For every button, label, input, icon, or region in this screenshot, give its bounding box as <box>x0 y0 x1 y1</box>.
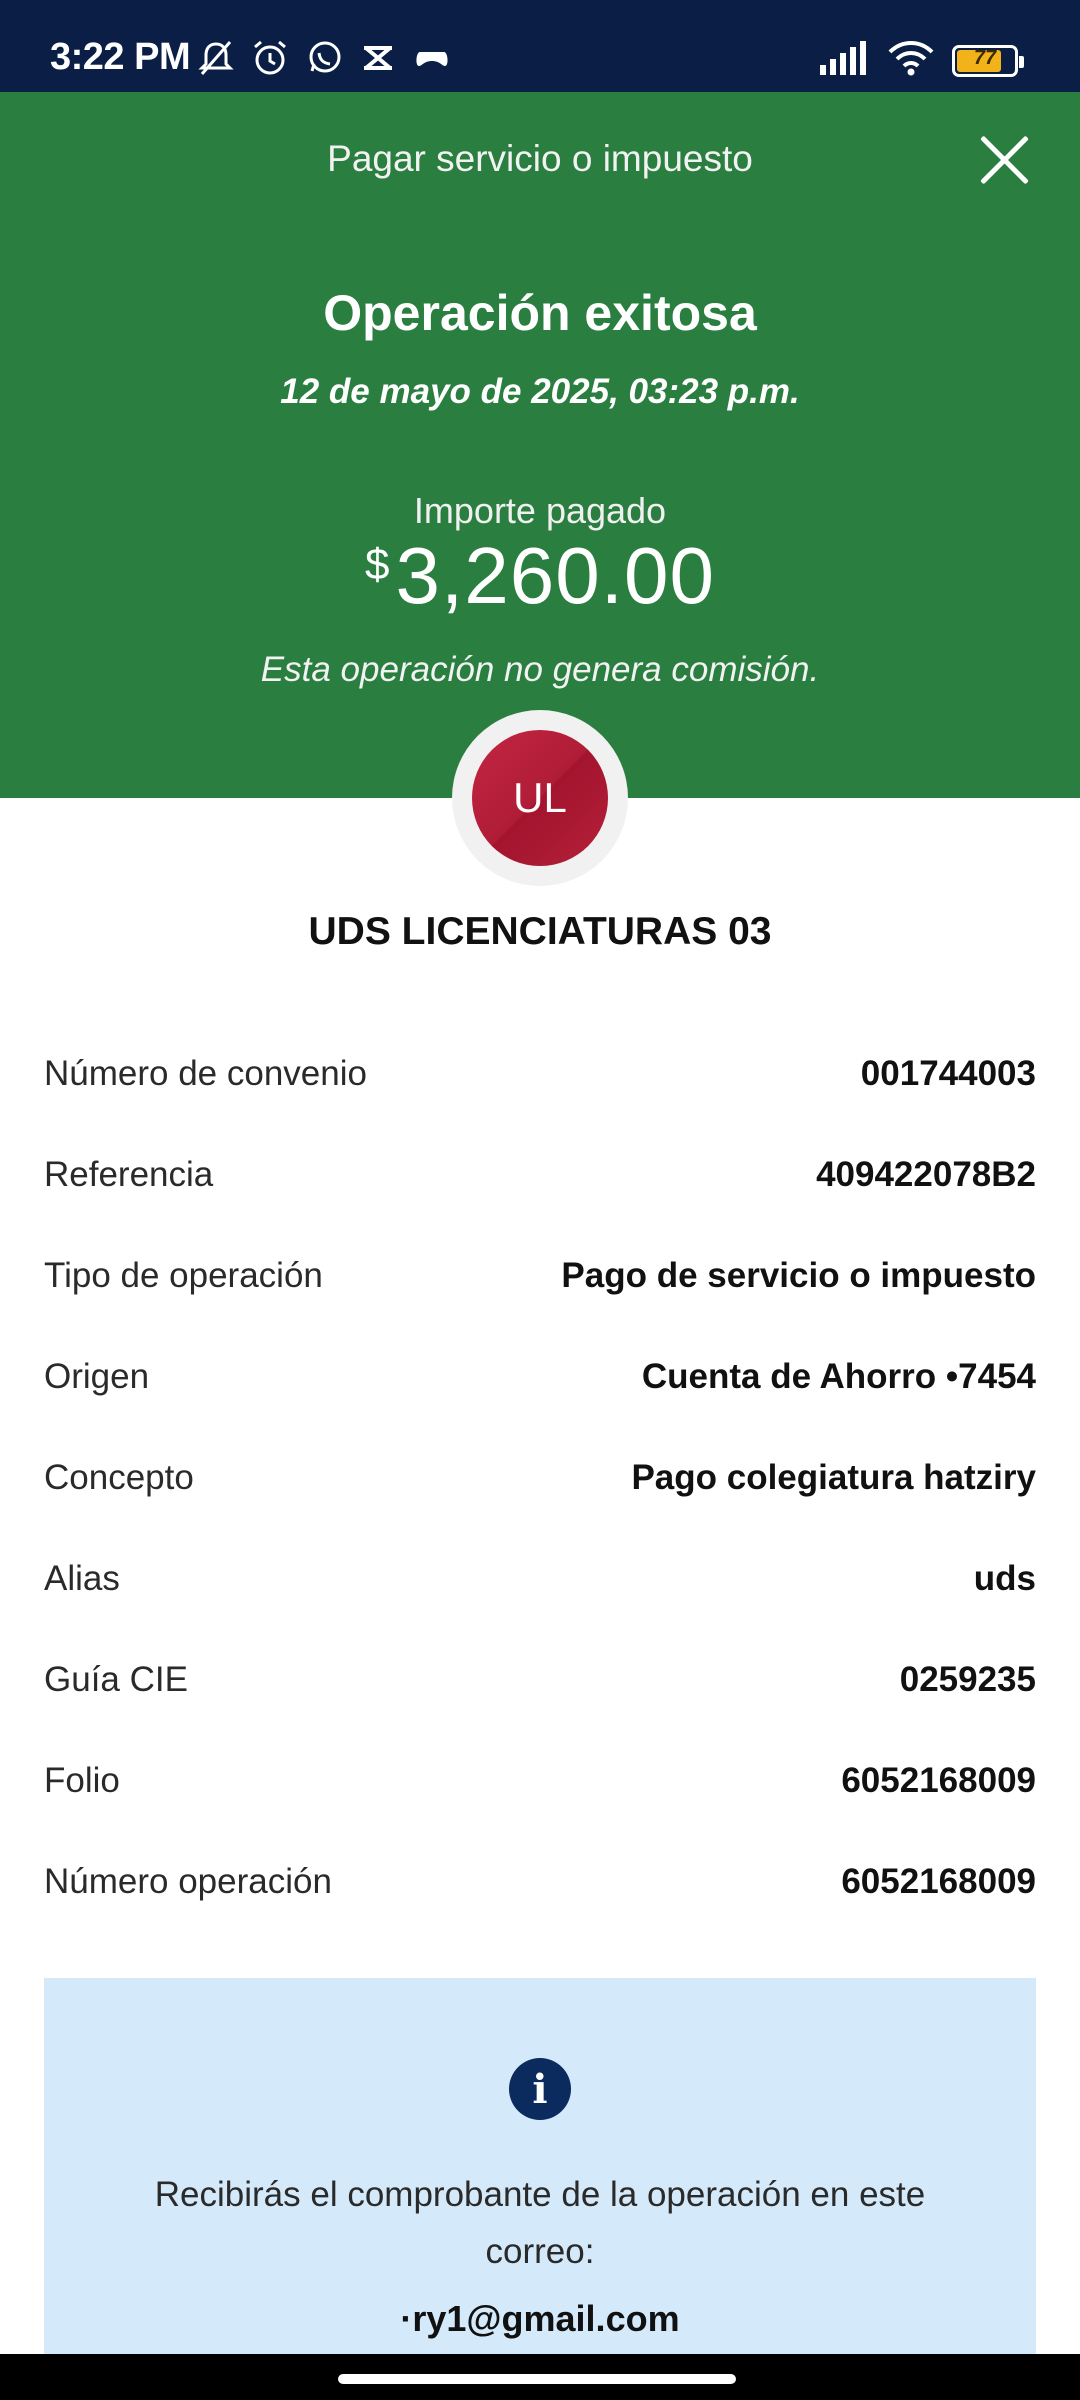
detail-label: Número de convenio <box>44 1053 367 1093</box>
operation-details <box>44 1023 1036 1932</box>
result-header <box>0 92 1080 798</box>
detail-value: 001744003 <box>860 1053 1036 1093</box>
status-bar <box>0 0 1080 92</box>
detail-label: Folio <box>44 1760 120 1800</box>
detail-label: Concepto <box>44 1457 194 1497</box>
detail-value: Pago colegiatura hatziry <box>631 1457 1036 1497</box>
merchant-name: UDS LICENCIATURAS 03 <box>308 910 772 953</box>
system-icons <box>820 40 1018 81</box>
detail-row-alias <box>44 1528 1036 1629</box>
status-time: 3:22 PM <box>50 36 191 78</box>
detail-label: Alias <box>44 1558 120 1598</box>
detail-row-folio <box>44 1730 1036 1831</box>
amount-value: 3,260.00 <box>395 531 715 620</box>
detail-value: 6052168009 <box>841 1760 1036 1800</box>
detail-row-guia-cie <box>44 1629 1036 1730</box>
detail-value: Pago de servicio o impuesto <box>561 1255 1036 1295</box>
close-icon[interactable] <box>978 132 1032 186</box>
detail-row-convenio <box>44 1023 1036 1124</box>
detail-row-concepto <box>44 1427 1036 1528</box>
receipt-info-box <box>44 1978 1036 2358</box>
signal-icon <box>820 41 870 80</box>
detail-value: 409422078B2 <box>816 1154 1036 1194</box>
alarm-icon <box>250 38 290 78</box>
avatar: UL <box>472 730 608 866</box>
whatsapp-icon <box>304 38 344 78</box>
detail-label: Origen <box>44 1356 150 1396</box>
amount-paid <box>0 530 1080 622</box>
commission-note: Esta operación no genera comisión. <box>260 650 820 689</box>
system-nav-bar <box>0 2354 1080 2400</box>
operation-datetime: 12 de mayo de 2025, 03:23 p.m. <box>280 372 800 411</box>
detail-row-tipo-operacion <box>44 1225 1036 1326</box>
detail-label: Guía CIE <box>44 1659 188 1699</box>
detail-value: uds <box>973 1558 1036 1598</box>
gamepad-icon <box>412 38 452 78</box>
currency-symbol: $ <box>365 540 390 589</box>
detail-row-origen <box>44 1326 1036 1427</box>
detail-label: Referencia <box>44 1154 214 1194</box>
page-title: Pagar servicio o impuesto <box>327 138 753 179</box>
detail-value: Cuenta de Ahorro •7454 <box>641 1356 1036 1396</box>
detail-label: Número operación <box>44 1861 332 1901</box>
detail-row-numero-operacion <box>44 1831 1036 1932</box>
detail-label: Tipo de operación <box>44 1255 323 1295</box>
amount-label: Importe pagado <box>413 490 667 531</box>
notification-icons <box>196 38 452 78</box>
battery-level: 77 <box>973 46 997 69</box>
receipt-info-text: Recibirás el comprobante de la operación en este correo: <box>154 2175 926 2271</box>
receipt-email: ·ry1@gmail.com <box>400 2298 680 2339</box>
detail-value: 6052168009 <box>841 1861 1036 1901</box>
capcut-icon <box>358 38 398 78</box>
detail-value: 0259235 <box>899 1659 1036 1699</box>
wifi-icon <box>888 40 934 81</box>
muted-bell-icon <box>196 38 236 78</box>
merchant-avatar-ring <box>452 710 628 886</box>
battery-icon <box>952 45 1018 77</box>
operation-status: Operación exitosa <box>323 285 757 341</box>
detail-row-referencia <box>44 1124 1036 1225</box>
info-icon: i <box>509 2058 571 2120</box>
home-gesture-handle[interactable] <box>338 2374 736 2384</box>
